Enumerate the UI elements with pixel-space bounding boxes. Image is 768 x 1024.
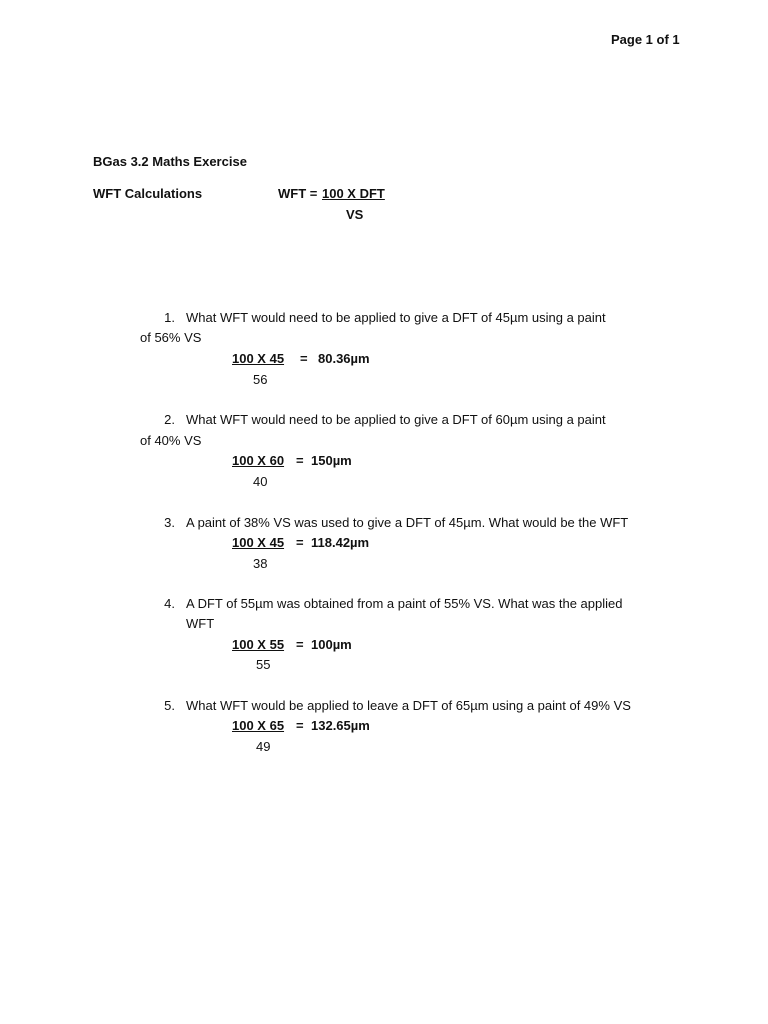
question-text: What WFT would need to be applied to give a DFT of 45µm using a paint <box>186 310 606 325</box>
question-text: What WFT would need to be applied to give a DFT of 60µm using a paint <box>186 412 606 427</box>
question-number: 3. <box>164 515 175 530</box>
calc-equals: = <box>296 535 304 550</box>
calc-numerator: 100 X 45 <box>232 351 285 366</box>
calc-denominator: 38 <box>253 556 268 571</box>
section-title: WFT Calculations <box>93 186 203 201</box>
question-text-continued: WFT <box>186 616 215 631</box>
calc-denominator: 56 <box>253 372 268 387</box>
calc-denominator: 49 <box>256 739 271 754</box>
question-number: 5. <box>164 698 175 713</box>
calc-answer: 132.65µm <box>311 718 370 733</box>
question-number: 2. <box>164 412 175 427</box>
calc-equals: = <box>300 351 308 366</box>
calc-equals: = <box>296 453 304 468</box>
question-text: What WFT would be applied to leave a DFT of 65µm using a paint of 49% VS <box>186 698 631 713</box>
calc-numerator: 100 X 60 <box>232 453 285 468</box>
calc-numerator: 100 X 45 <box>232 535 285 550</box>
calc-numerator: 100 X 55 <box>232 637 285 652</box>
formula-lhs: WFT = <box>278 186 318 201</box>
formula-numerator: 100 X DFT <box>322 186 385 201</box>
calc-answer: 150µm <box>311 453 352 468</box>
question-text-continued: of 40% VS <box>140 433 202 448</box>
calc-answer: 100µm <box>311 637 352 652</box>
document-title: BGas 3.2 Maths Exercise <box>93 154 247 169</box>
calc-equals: = <box>296 718 304 733</box>
question-text: A DFT of 55µm was obtained from a paint of 55% VS. What was the applied <box>186 596 623 611</box>
question-number: 1. <box>164 310 175 325</box>
calc-answer: 118.42µm <box>311 535 370 550</box>
question-text-continued: of 56% VS <box>140 330 202 345</box>
question-text: A paint of 38% VS was used to give a DFT of 45µm. What would be the WFT <box>186 515 629 530</box>
calc-numerator: 100 X 65 <box>232 718 285 733</box>
page-number: Page 1 of 1 <box>611 32 680 47</box>
calc-equals: = <box>296 637 304 652</box>
calc-answer: 80.36µm <box>318 351 370 366</box>
calc-denominator: 55 <box>256 657 271 672</box>
calc-denominator: 40 <box>253 474 268 489</box>
formula-denominator: VS <box>346 207 364 222</box>
question-number: 4. <box>164 596 175 611</box>
